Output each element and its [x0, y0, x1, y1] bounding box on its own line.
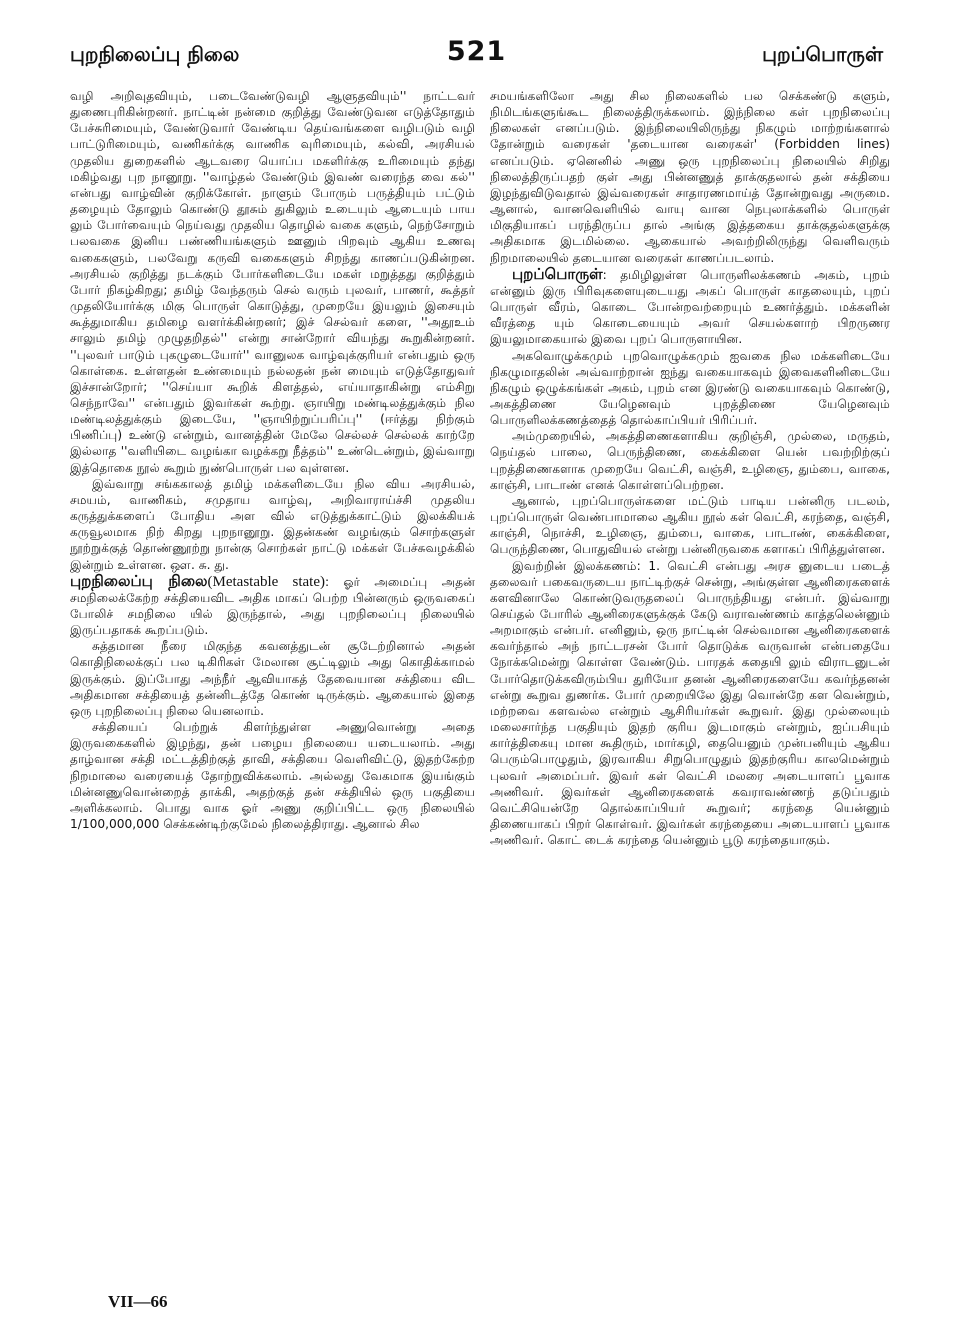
- page-number: 521: [446, 36, 507, 67]
- paragraph: சுத்தமான நீரை மிகுந்த கவனத்துடன் சூடேற்றினால் அதன் கொதிநிலைக்குப் பல டிகிரிகள் மேலான சூட்டிலும் அது கொதிக்காமல் இருக்கும். இப்போது அந்நீர் ஆவியாகத் தேவையான சக்தியை விட அதிகமான சக்தியைத் தன்னிடத்தே கொண் டிருக்கும். ஆகையால் இதை ஒரு புறநிலைப்பு நிலை யெனலாம்.: [70, 639, 475, 718]
- paragraph: இவ்வாறு சங்ககாலத் தமிழ் மக்களிடையே நில விய அரசியல், சமயம், வாணிகம், சமுதாய வாழ்வு, அறிவாராய்ச்சி முதலிய கருத்துக்களைப் போதிய அள வில் எடுத்துக்காட்டும் இலக்கியக் கருவூலமாக நிற் கிறது புறநானூறு. இதன்கண் வழங்கும் சொற்களுள் நூற்றுக்குத் தொண்ணூற்று நான்கு சொற்கள் நாட்டு மக்கள் பேச்சுவழக்கில் இன்றும் உள்ளன. ஔ. சு. து.: [70, 476, 475, 572]
- entry-body: : தமிழிலுள்ள பொருளிலக்கணம் அகம், புறம் என்னும் இரு பிரிவுகளையுடையது அகப் பொருள் காதலையும், புறப் பொருள் வீரம், கொடை போன்றவற்றையும் உணர்த்தும். மக்களின் வீரத்தை யும் கொடையையும் அவர் செயல்களாற் பிறருணர இயலுமாகையால் இவை புறப் பொருளாயின.: [490, 267, 890, 347]
- paragraph: சமயங்களிலோ அது சில நிலைகளில் பல செக்கண்டு களும், நிமிடங்களுங்கூட நிலைத்திருக்கலாம். இந்நிலை கள் புறநிலைப்பு நிலைகள் எனப்படும். இந்நிலையிலிருந்து நிகழும் மாற்றங்களால் தோன்றும் வரைகள் 'தடையான வரைகள்' (Forbidden lines) எனப்படும். ஏனெனில் அணு ஒரு புறநிலைப்பு நிலையில் சிறிது நிலைத்திருப்பதற் குள் அது பின்னணுத் தாக்குதலால் தன் சக்தியை இழந்துவிடுவதால் இவ்வரைகள் சாதாரணமாய்த் தோன்றுவது அருமை. ஆனால், வானவெளியில் வாயு வான நெபுலாக்களில் பொருள் மிகுதியாகப் பரந்திருப்ப தால் அங்கு இத்தகைய தாக்குதல்களுக்கு அதிகமாக இடமில்லை. ஆகையால் அவற்றிலிருந்து வெளிவரும் நிறமாலையில் தடையான வரைகள் காணப்படலாம்.: [490, 89, 890, 265]
- entry-paragraph: [70, 573, 475, 639]
- paragraph: வழி அறிவுதவியும், படைவேண்டுவழி ஆளுதவியும்'' நாட்டவர் துணைபுரிகின்றனர். நாட்டின் நன்மை குறித்து வேண்டுவன எடுத்தோதும் பேச்சுரிமையும், வேண்டுவார் வேண்டிய தெய்வங்களை வழிபடும் வழி பாட்டுரிமையும், வணிகர்க்கு வாணிக வுரிமையும், கல்வி, அரசியல் முதலிய துறைகளில் ஆடவரை யொப்ப மகளிர்க்கு உரிமையும் தந்து மகிழ்வது புற நானூறு. ''வாழ்தல் வேண்டும் இவண் வரைந்த வை கல்'' என்பது வாழ்வின் குறிக்கோள். நாளும் போரும் பருத்தியும் பட்டும் தழையும் தோலும் கொண்டு தூசும் துகிலும் உடையும் ஆடையும் பாய லும் போர்வையும் நெய்வது முதலிய தொழில் வகை களும், நெற்சோறும் பலவகை இனிய பண்ணியங்களும் ஊனும் பிறவும் ஆகிய உணவு வகைகளும், பலவேறு கருவி வகைகளும் சிறந்து காணப்படுகின்றன. அரசியல் குறித்து நடக்கும் போர்களிடையே மகள் மறுத்தது குறித்தும் போர் நிகழ்கிறது; தமிழ் வேந்தரும் செல் வரும் புலவர், பாணர், கூத்தர் முதலியோர்க்கு மிகு பொருள் கொடுத்து, முறையே இயலும் இசையும் கூத்துமாகிய தமிழை வளர்க்கின்றனர்; இச் செல்வர் களை, ''அதூஉம் சாலும் தமிழ் முழுதறிதல்'' என்று சான்றோர் வியந்து கூறுகின்றனர். ''புலவர் பாடும் புகழுடையோர்'' வானுலக வாழ்வுக்குரியர் என்பதும் ஒரு கொள்கை. உள்ளதன் உண்மையும் நல்லதன் நன் மையும் எடுத்தோதுவர் இச்சான்றோர்; ''செய்யா கூறிக் கிளத்தல், எய்யாதாகின்று எம்சிறு செந்நாவே'' என்பதும் இவர்கள் கூற்று. ஞாயிறு மண்டிலத்துக்கும் நில மண்டிலத்துக்கும் இடையே, ''ஞாயிற்றுப்பரிப்பு'' (ஈர்த்து நிற்கும் பிணிப்பு) உண்டு என்றும், வானத்தின் மேலே செல்லச் செல்லக் காற்றே இல்லாத ''வளியிடை வழங்கா வழக்கறு நீத்தம்'' உண்டென்றும், இவ்வாறு இத்தொகை நூல் கூறும் நுண்பொருள் பல வுள்ளன.: [70, 89, 475, 475]
- paragraph: அம்முறையில், அகத்திணைகளாகிய குறிஞ்சி, முல்லை, மருதம், நெய்தல் பாலை, பெருந்திணை, கைக்கிளை யென் பவற்றிற்குப் புறத்திணைகளாக முறையே வெட்சி, வஞ்சி, உழிஞை, தும்பை, வாகை, காஞ்சி, பாடாண் எனக் கொள்ளப்பெற்றன.: [490, 429, 890, 492]
- paragraph: ஆனால், புறப்பொருள்களை மட்டும் பாடிய பன்னிரு படலம், புறப்பொருள் வெண்பாமாலை ஆகிய நூல் கள் வெட்சி, கரந்தை, வஞ்சி, காஞ்சி, நொச்சி, உழிஞை, தும்பை, வாகை, பாடாண், கைக்கிளை, பெருந்திணை, பொதுவியல் என்று பன்னிருவகை களாகப் பிரித்துள்ளன.: [490, 493, 890, 557]
- running-head-left: புறநிலைப்பு நிலை: [70, 42, 240, 66]
- paragraph: சக்தியைப் பெற்றுக் கிளர்ந்துள்ள அணுவொன்று அதை இருவகைகளில் இழந்து, தன் பழைய நிலையை யடையலாம். அது தாழ்வான சக்தி மட்டத்திற்குத் தாவி, சக்தியை வெளிவிட்டு, இதற்கேற்ற நிறமாலை வரையைத் தோற்றுவிக்கலாம். அல்லது வேகமாக இயங்கும் மின்னணுவொன்றைத் தாக்கி, அதற்குத் தன் சக்தியில் ஒரு பகுதியை அளிக்கலாம். பொது வாக ஓர் அணு குறிப்பிட்ட ஒரு நிலையில் 1/100,000,000 செக்கண்டிற்குமேல் நிலைத்திராது. ஆனால் சில: [70, 720, 475, 832]
- running-head-right: புறப்பொருள்: [762, 42, 883, 66]
- entry-english-term: (Metastable state): [207, 573, 325, 590]
- entry-body: : ஓர் அமைப்பு அதன் சமநிலைக்கேற்ற சக்தியைவிட அதிக மாகப் பெற்ற பின்னரும் ஒருவகைப் போலிச் சமநிலை யில் இருந்தால், அது புறநிலைப்பு நிலையில் இருப்பதாகக் கூறப்படும்.: [70, 574, 475, 638]
- entry-paragraph: [490, 266, 890, 348]
- volume-page-marker: VII—66: [108, 1292, 168, 1311]
- page-header: [70, 36, 883, 72]
- entry-headword: புறநிலைப்பு நிலை: [70, 571, 208, 590]
- paragraph: இவற்றின் இலக்கணம்: 1. வெட்சி என்பது அரச னுடைய படைத் தலைவர் பகைவருடைய நாட்டிற்குச் சென்று, அங்குள்ள ஆனிரைகளைக் களவினாலே கொண்டுவருதலைப் பொருந்தியது என்பர். இவ்வாறு செய்தல் போரில் ஆனிரைகளுக்குக் கேடு வராவண்ணம் காத்தலென்னும் அறமாகும் என்பர். எனினும், ஒரு நாட்டின் செல்வமான ஆனிரைகளைக் கவர்ந்தால் அந் நாட்டரசன் போர் தொடுக்க வருவான் என்பதையே நோக்கமென்று கொள்ள வேண்டும். பாரதக் கதையி லும் விராடனுடன் போர்தொடுக்கவிரும்பிய துரியோ தனன் ஆனிரைகளையே கவர்ந்தனன் என்று கூறுவ துணர்க. போர் முறையிலே இது வொன்றே கள வென்றும், மற்றவை களவல்ல என்றும் ஆசிரியர்கள் கூறுவர். இது முல்லையும் மலைசார்ந்த பகுதியும் இதற் குரிய இடமாகும் என்றும், ஐப்பசியும் கார்த்திகையு மான கூதிரும், மார்கழி, தையெனும் முன்பனியும் ஆகிய பெரும்பொழுதும், இரவாகிய சிறுபொழுதும் இதற்குரிய காலமென்றும் புலவர் அமைப்பர். இவர் கள் வெட்சி மலரை அடையாளப் பூவாக அணிவர். இவர்கள் ஆனிரைகளைக் கவராவண்ணந் தடுப்பதும் வெட்சியென்றே தொல்காப்பியர் கூறுவர்; கரந்தை யென்னும் திணையாகப் பிறர் கொள்வர். இவர்கள் கரந்தையை அடையாளப் பூவாக அணிவர். கொட் டைக் கரந்தை யென்னும் பூடு கரந்தையாகும்.: [490, 558, 890, 848]
- left-column: [70, 88, 475, 832]
- paragraph: அகவொழுக்கமும் புறவொழுக்கமும் ஐவகை நில மக்களிடையே நிகழுமாதலின் அவ்வாற்றான் ஐந்து வகையாகவும் இவைகளினிடையே நிகழும் ஒழுக்கங்கள் அகம், புறம் என இரண்டு வகையாகவும் கொண்டு, அகத்திணை யேழெனவும் புறத்திணை யேழெனவும் பொருளிலக்கணத்தைத் தொல்காப்பியர் பிரிப்பர்.: [490, 348, 890, 428]
- right-column: [490, 88, 890, 848]
- entry-headword: புறப்பொருள்: [512, 264, 603, 283]
